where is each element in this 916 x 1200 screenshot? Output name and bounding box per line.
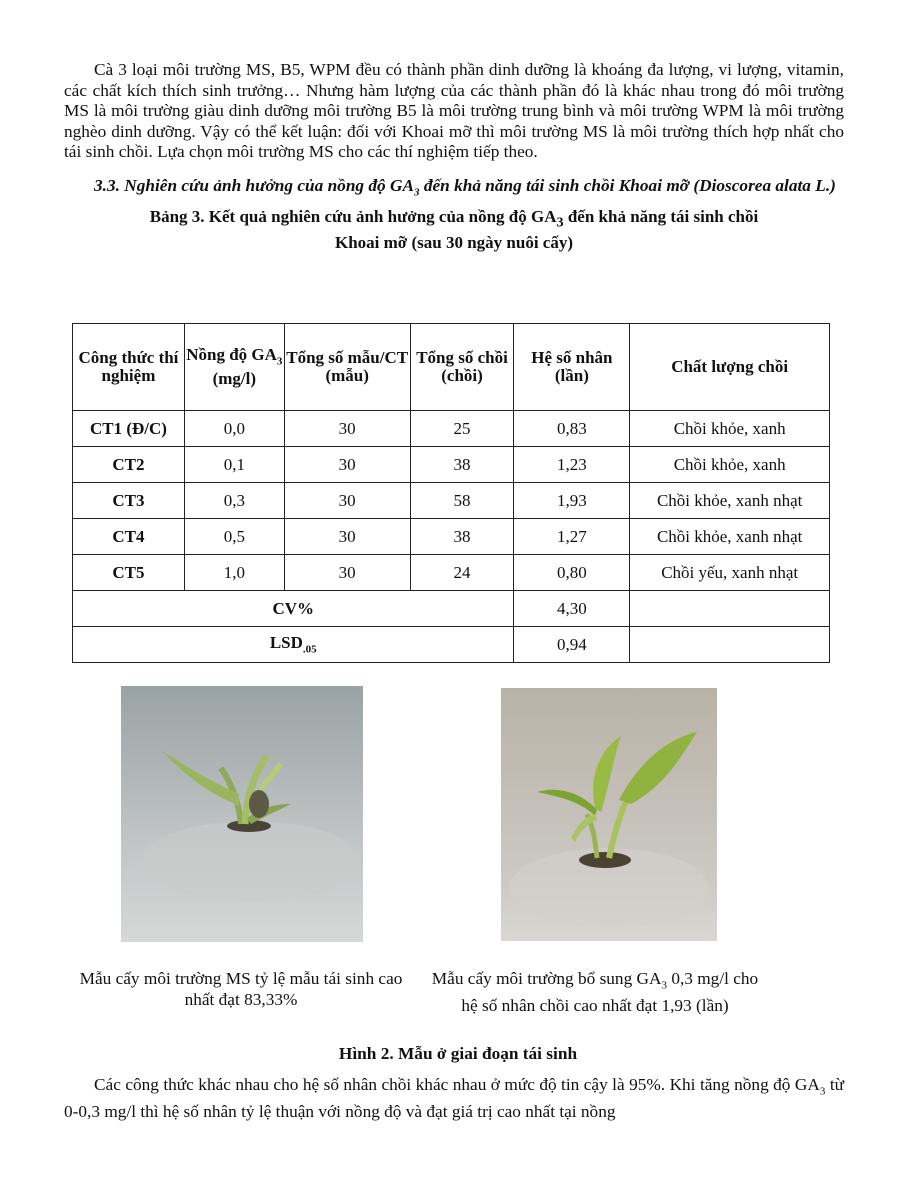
cell-multiplier: 1,27 [514,519,630,555]
lsd-label [73,627,514,663]
figure-caption-right [430,969,760,1016]
cell-formula: CT5 [73,555,185,591]
cell-concentration: 0,3 [184,483,284,519]
cell-quality: Chồi khỏe, xanh [630,411,830,447]
header-concentration [184,324,284,411]
cell-concentration: 1,0 [184,555,284,591]
figure-title: Hình 2. Mẫu ở giai đoạn tái sinh [338,1044,578,1063]
plantlet-photo-ga3 [501,688,717,941]
table-row [73,519,830,555]
plantlet-photo-ga3-drawing [501,688,717,941]
section-heading-part: đến khả năng tái sinh chồi Khoai mỡ (Dioscorea alata L.) [419,175,836,195]
cell-concentration: 0,5 [184,519,284,555]
cell-samples: 30 [284,555,410,591]
table-caption-line1 [64,207,844,232]
section-heading-part: 3.3. Nghiên cứu ảnh hưởng của nồng độ GA [94,175,414,195]
table-row [73,411,830,447]
header-quality: Chất lượng chồi [630,324,830,411]
table-row [73,447,830,483]
table-row-lsd [73,627,830,663]
page-body [64,60,844,253]
plantlet-photo-ms-drawing [121,686,363,942]
closing-paragraph [64,1075,844,1123]
cell-quality: Chồi khỏe, xanh nhạt [630,519,830,555]
section-heading-subscript: 3 [414,186,420,199]
cell-samples: 30 [284,411,410,447]
cell-samples: 30 [284,447,410,483]
cell-quality: Chồi khỏe, xanh nhạt [630,483,830,519]
cv-value: 4,30 [514,591,630,627]
header-formula: Công thức thí nghiệm [73,324,185,411]
caption-subscript: 3 [556,214,564,231]
paragraph-subscript: 3 [819,1085,826,1098]
cell-multiplier: 0,80 [514,555,630,591]
header-samples: Tổng số mẫu/CT (mẫu) [284,324,410,411]
cell-formula: CT4 [73,519,185,555]
table-caption-line2: Khoai mỡ (sau 30 ngày nuôi cấy) [335,232,573,252]
cell-multiplier: 0,83 [514,411,630,447]
header-multiplier: Hệ số nhân (lần) [514,324,630,411]
cell-quality: Chồi khỏe, xanh [630,447,830,483]
cell-shoots: 25 [410,411,514,447]
cell-formula: CT2 [73,447,185,483]
table-row [73,483,830,519]
closing-paragraph-container [64,1075,844,1123]
paragraph-text: từ 0-0,3 mg/l thì hệ số nhân tỷ lệ thuận với nồng độ và đạt giá trị cao nhất tại nồng [64,1075,844,1122]
results-table [72,323,830,663]
cell-multiplier: 1,23 [514,447,630,483]
cell-shoots: 38 [410,447,514,483]
cell-samples: 30 [284,483,410,519]
cell-samples: 30 [284,519,410,555]
table-header-row [73,324,830,411]
cell-multiplier: 1,93 [514,483,630,519]
cell-shoots: 24 [410,555,514,591]
header-text: Nồng độ GA [186,344,277,364]
figure-caption-left: Mẫu cấy môi trường MS tỷ lệ mẫu tái sinh cao nhất đạt 83,33% [79,969,403,1009]
intro-paragraph: Cà 3 loại môi trường MS, B5, WPM đều có thành phần dinh dưỡng là khoáng đa lượng, vi lượng, vitamin, các chất kích thích sinh trưởng… Nhưng hàm lượng của các thành phần đó là khác nhau trong đó môi trường MS là môi trường giàu dinh dưỡng môi trường B5 là môi trường trung bình và môi trường WPM là môi trường nghèo dinh dưỡng. Vậy có thể kết luận: đối với Khoai mỡ thì môi trường MS là môi trường thích hợp nhất cho tái sinh chồi. Lựa chọn môi trường MS cho các thí nghiệm tiếp theo. [64,60,844,162]
caption-text: đến khả năng tái sinh chồi [563,207,759,227]
cell-formula: CT1 (Đ/C) [73,411,185,447]
cv-label: CV% [73,591,514,627]
table-row-cv [73,591,830,627]
cell-quality: Chồi yếu, xanh nhạt [630,555,830,591]
table-row [73,555,830,591]
cv-empty [630,591,830,627]
section-heading [64,175,844,203]
caption-text: Mẫu cấy môi trường bổ sung GA [431,969,662,988]
lsd-text: LSD [269,633,303,653]
caption-text: Bảng 3. Kết quả nghiên cứu ảnh hưởng của nồng độ GA [149,207,557,227]
paragraph-text: Các công thức khác nhau cho hệ số nhân chồi khác nhau ở mức độ tin cậy là 95%. Khi tăng nồng độ GA [94,1075,820,1094]
plantlet-photo-ms [121,686,363,942]
lsd-empty [630,627,830,663]
lsd-subscript: .05 [302,643,317,656]
cell-shoots: 58 [410,483,514,519]
header-shoots: Tổng số chồi (chồi) [410,324,514,411]
table-caption [64,207,844,252]
cell-formula: CT3 [73,483,185,519]
cell-concentration: 0,0 [184,411,284,447]
header-text: (mg/l) [212,369,257,389]
caption-text: 0,3 mg/l cho hệ số nhân chồi cao nhất đạt 1,93 (lần) [461,969,759,1015]
cell-shoots: 38 [410,519,514,555]
header-subscript: 3 [276,355,283,368]
cell-concentration: 0,1 [184,447,284,483]
lsd-value: 0,94 [514,627,630,663]
caption-subscript: 3 [661,979,667,992]
